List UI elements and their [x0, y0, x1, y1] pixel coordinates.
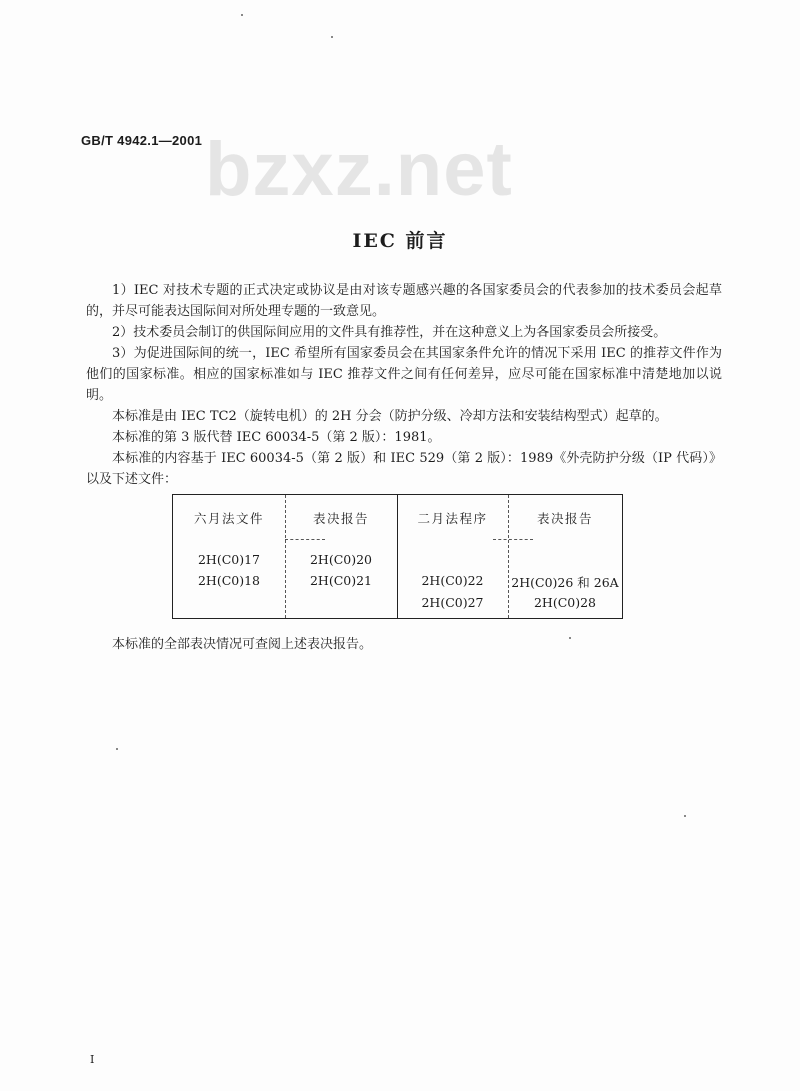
table-header-six-month: 六月法文件	[193, 511, 264, 526]
paragraph-3: 3）为促进国际间的统一，IEC 希望所有国家委员会在其国家条件允许的情况下采用 IEC 的推荐文件作为他们的国家标准。相应的国家标准如与 IEC 推荐文件之间有任何差异，应尽可能在国家标准中清楚地加以说明。	[86, 346, 722, 403]
scan-speck	[116, 748, 118, 750]
table-header-voting-report-2: 表决报告	[536, 511, 593, 526]
table-cell: 2H(C0)26 和 26A	[511, 575, 619, 590]
scan-speck	[684, 815, 686, 817]
table-header-voting-report: 表决报告	[312, 511, 369, 526]
paragraph-5: 本标准的第 3 版代替 IEC 60034-5（第 2 版）：1981。	[112, 430, 441, 445]
scan-speck	[331, 36, 333, 38]
table-cell: 2H(C0)22	[421, 573, 484, 588]
table-cell: 2H(C0)17	[197, 552, 261, 567]
table-cell: 2H(C0)28	[533, 595, 597, 610]
standard-code: GB/T 4942.1—2001	[81, 133, 203, 148]
watermark-logo: bzxz.net	[205, 127, 513, 212]
paragraph-2: 2）技术委员会制订的供国际间应用的文件具有推荐性，并在这种意义上为各国家委员会所接受。	[112, 325, 667, 340]
paragraph-1: 1）IEC 对技术专题的正式决定或协议是由对该专题感兴趣的各国家委员会的代表参加的技术委员会起草的，并尽可能表达国际间对所处理专题的一致意见。	[86, 283, 722, 319]
paragraph-6: 本标准的内容基于 IEC 60034-5（第 2 版）和 IEC 529（第 2 版）：1989《外壳防护分级（IP 代码）》以及下述文件：	[86, 451, 722, 487]
table-cell: 2H(C0)21	[309, 573, 373, 588]
scan-speck	[569, 637, 571, 639]
scan-speck	[241, 14, 243, 16]
body-text	[86, 280, 722, 490]
table-header-two-month: 二月法程序	[417, 511, 488, 526]
table-cell: 2H(C0)18	[197, 573, 261, 588]
table-header-rule	[493, 539, 533, 540]
paragraph-4: 本标准是由 IEC TC2（旋转电机）的 2H 分会（防护分级、冷却方法和安装结构型式）起草的。	[112, 409, 668, 424]
table-header-rule	[285, 539, 325, 540]
voting-documents-table	[172, 494, 623, 619]
page-number: I	[90, 1053, 95, 1066]
table-cell: 2H(C0)20	[309, 552, 373, 567]
table-cell: 2H(C0)27	[421, 595, 484, 610]
page-title: IEC 前言	[352, 230, 448, 252]
closing-sentence: 本标准的全部表决情况可查阅上述表决报告。	[112, 637, 373, 652]
